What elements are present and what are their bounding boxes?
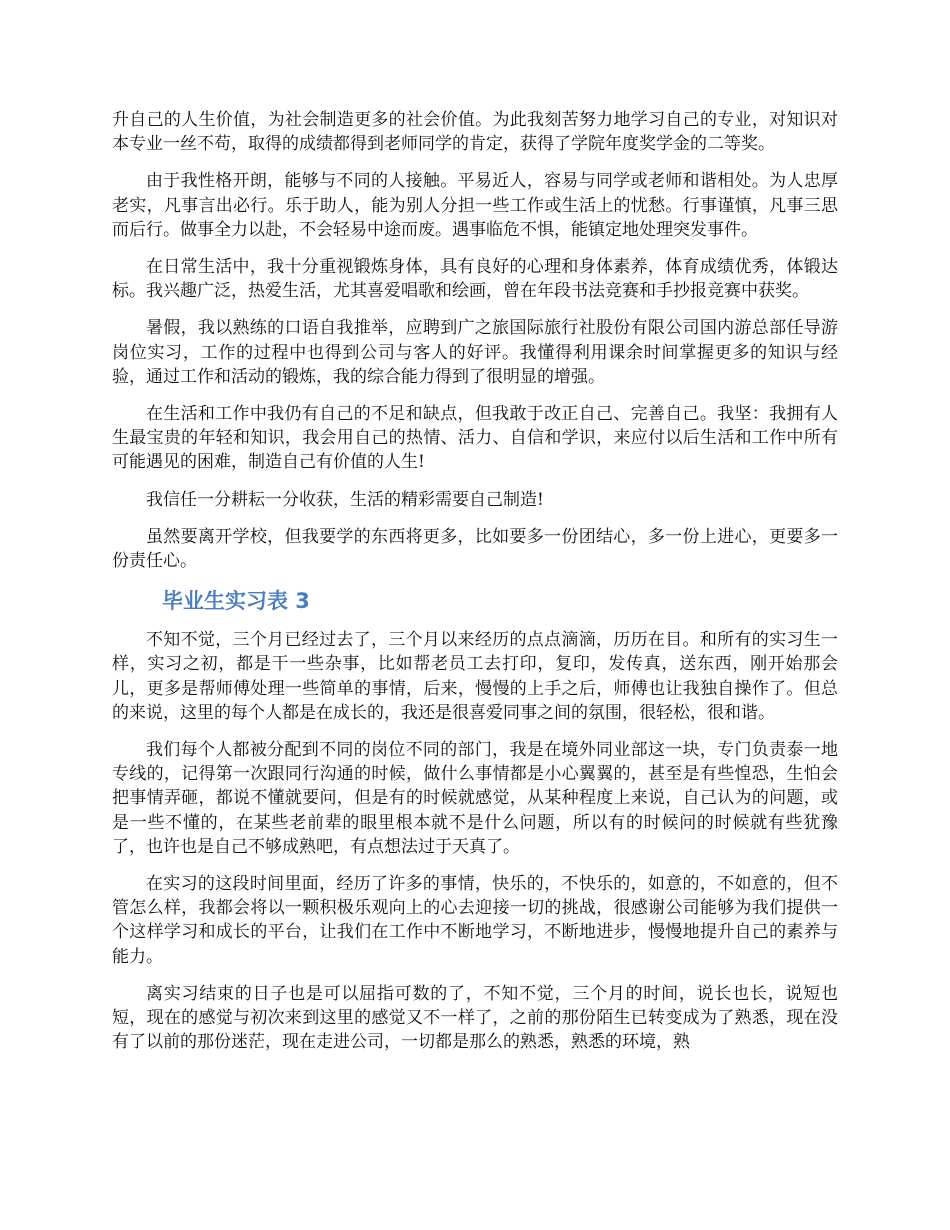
paragraph: 在实习的这段时间里面，经历了许多的事情，快乐的，不快乐的，如意的，不如意的，但不管怎么样，我都会将以一颗积极乐观向上的心去迎接一切的挑战，很感谢公司能够为我们提供一个这样学习和成长的平台，让我们在工作中不断地学习，不断地进步，慢慢地提升自己的素养与能力。 xyxy=(112,874,838,967)
paragraph: 不知不觉，三个月已经过去了，三个月以来经历的点点滴滴，历历在目。和所有的实习生一样，实习之初，都是干一些杂事，比如帮老员工去打印，复印，发传真，送东西，刚开始那会儿，更多是帮师傅处理一些简单的事情，后来，慢慢的上手之后，师傅也让我独自操作了。但总的来说，这里的每个人都是在成长的，我还是很喜爱同事之间的氛围，很轻松，很和谐。 xyxy=(112,630,838,723)
paragraph: 由于我性格开朗，能够与不同的人接触。平易近人，容易与同学或老师和谐相处。为人忠厚老实，凡事言出必行。乐于助人，能为别人分担一些工作或生活上的忧愁。行事谨慎，凡事三思而后行。做事全力以赴，不会轻易中途而废。遇事临危不惧，能镇定地处理突发事件。 xyxy=(112,171,838,240)
document-page xyxy=(112,108,838,1068)
paragraph: 我信任一分耕耘一分收获，生活的精彩需要自己制造! xyxy=(146,489,544,510)
paragraph: 暑假，我以熟练的口语自我推举，应聘到广之旅国际旅行社股份有限公司国内游总部任导游岗位实习，工作的过程中也得到公司与客人的好评。我懂得利用课余时间掌握更多的知识与经验，通过工作和活动的锻炼，我的综合能力得到了很明显的增强。 xyxy=(112,318,838,387)
paragraph: 在生活和工作中我仍有自己的不足和缺点，但我敢于改正自己、完善自己。我坚：我拥有人生最宝贵的年轻和知识，我会用自己的热情、活力、自信和学识，来应付以后生活和工作中所有可能遇见的困难，制造自己有价值的人生! xyxy=(112,404,838,473)
paragraph: 我们每个人都被分配到不同的岗位不同的部门，我是在境外同业部这一块，专门负责泰一地专线的，记得第一次跟同行沟通的时候，做什么事情都是小心翼翼的，甚至是有些惶恐，生怕会把事情弄砸，都说不懂就要问，但是有的时候就感觉，从某种程度上来说，自己认为的问题，或是一些不懂的，在某些老前辈的眼里根本就不是什么问题，所以有的时候问的时候就有些犹豫了，也许也是自己不够成熟吧，有点想法过于天真了。 xyxy=(112,740,838,857)
paragraph: 在日常生活中，我十分重视锻炼身体，具有良好的心理和身体素养，体育成绩优秀，体锻达标。我兴趣广泛，热爱生活，尤其喜爱唱歌和绘画，曾在年段书法竞赛和手抄报竞赛中获奖。 xyxy=(112,257,838,302)
paragraph: 虽然要离开学校，但我要学的东西将更多，比如要多一份团结心，多一份上进心，更要多一份责任心。 xyxy=(112,526,838,572)
section-title: 毕业生实习表 3 xyxy=(162,589,310,614)
paragraph: 离实习结束的日子也是可以屈指可数的了，不知不觉，三个月的时间，说长也长，说短也短，现在的感觉与初次来到这里的感觉又不一样了，之前的那份陌生已转变成为了熟悉，现在没有了以前的那份迷茫，现在走进公司，一切都是那么的熟悉，熟悉的环境，熟 xyxy=(112,983,838,1053)
paragraph-continued: 升自己的人生价值，为社会制造更多的社会价值。为此我刻苦努力地学习自己的专业，对知识对本专业一丝不苟，取得的成绩都得到老师同学的肯定，获得了学院年度奖学金的二等奖。 xyxy=(112,110,838,155)
